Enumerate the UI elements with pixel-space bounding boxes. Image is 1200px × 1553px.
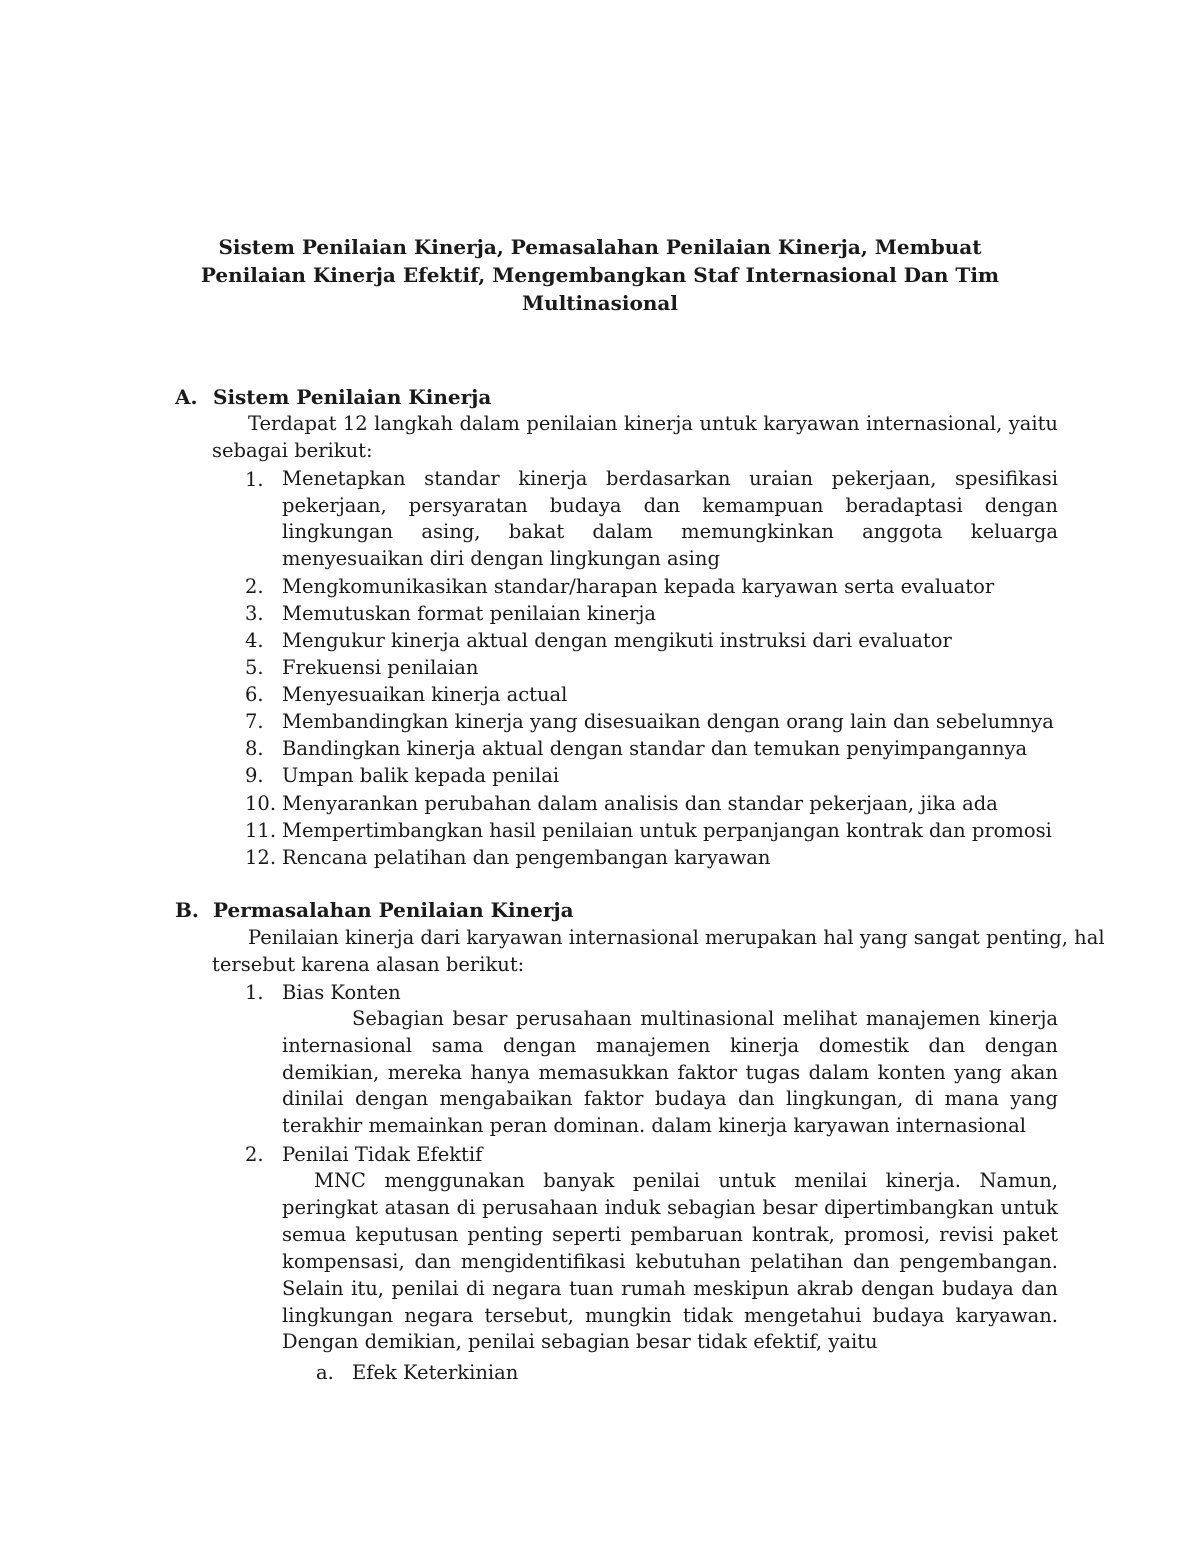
list-item-text: Membandingkan kinerja yang disesuaikan dengan orang lain dan sebelumnya xyxy=(282,710,1054,733)
list-item-text: Umpan balik kepada penilai xyxy=(282,764,560,787)
list-item-number: 2. xyxy=(245,575,264,598)
title-line-3: Multinasional xyxy=(522,291,678,315)
list-item-text: Frekuensi penilaian xyxy=(282,656,479,679)
list-item-number: 8. xyxy=(245,737,264,760)
list-item-body: Sebagian besar perusahaan multinasional melihat manajemen kinerja internasional sama dengan manajemen kinerja domestik dan dengan demikian, mereka hanya memasukkan faktor tugas dalam konten yang akan dinilai dengan mengabaikan faktor budaya dan lingkungan, di mana yang terakhir memainkan peran dominan. dalam kinerja karyawan internasional xyxy=(282,1007,1058,1138)
list-item-number: 5. xyxy=(245,656,264,679)
document-title xyxy=(150,233,1050,317)
list-item-text: Rencana pelatihan dan pengembangan karyawan xyxy=(282,846,771,869)
list-item-text: Mengukur kinerja aktual dengan mengikuti instruksi dari evaluator xyxy=(282,629,952,652)
list-item-number: 9. xyxy=(245,764,264,787)
sub-list-item-text: Efek Keterkinian xyxy=(352,1361,519,1384)
list-item-title: Bias Konten xyxy=(282,981,401,1004)
section-a-intro: Terdapat 12 langkah dalam penilaian kinerja untuk karyawan internasional, yaitu sebagai berikut: xyxy=(212,412,1058,462)
title-line-1: Sistem Penilaian Kinerja, Pemasalahan Penilaian Kinerja, Membuat xyxy=(218,235,982,259)
section-a-title: Sistem Penilaian Kinerja xyxy=(213,385,492,409)
list-item-number: 3. xyxy=(245,602,264,625)
list-item-number: 2. xyxy=(245,1143,264,1166)
sub-list-item-letter: a. xyxy=(316,1361,334,1384)
section-a-heading xyxy=(175,385,775,413)
section-b-intro xyxy=(212,925,1105,979)
list-item-number: 1. xyxy=(245,468,264,491)
list-item-number: 10. xyxy=(245,792,277,815)
title-line-2: Penilaian Kinerja Efektif, Mengembangkan Staf Internasional Dan Tim xyxy=(200,263,1000,287)
section-a-letter: A. xyxy=(175,385,198,409)
list-item-text: Bandingkan kinerja aktual dengan standar dan temukan penyimpangannya xyxy=(282,737,1028,760)
list-item-number: 4. xyxy=(245,629,264,652)
list-item-text: Menyarankan perubahan dalam analisis dan standar pekerjaan, jika ada xyxy=(282,792,998,815)
list-item-number: 7. xyxy=(245,710,264,733)
list-item-number: 11. xyxy=(245,819,277,842)
section-b-letter: B. xyxy=(175,898,199,922)
list-item-body: MNC menggunakan banyak penilai untuk menilai kinerja. Namun, peringkat atasan di perusahaan induk sebagian besar dipertimbangkan untuk semua keputusan penting seperti pembaruan kontrak, promosi, revisi paket kompensasi, dan mengidentifikasi kebutuhan pelatihan dan pengembangan. Selain itu, penilai di negara tuan rumah meskipun akrab dengan budaya dan lingkungan negara tersebut, mungkin tidak mengetahui budaya karyawan. Dengan demikian, penilai sebagian besar tidak efektif, yaitu xyxy=(282,1169,1058,1354)
list-item-text: Menyesuaikan kinerja actual xyxy=(282,683,568,706)
list-item-number: 6. xyxy=(245,683,264,706)
section-b-heading xyxy=(175,898,775,926)
list-item-text: Menetapkan standar kinerja berdasarkan uraian pekerjaan, spesifikasi pekerjaan, persyaratan budaya dan kemampuan beradaptasi dengan lingkungan asing, bakat dalam memungkinkan anggota keluarga menyesuaikan diri dengan lingkungan asing xyxy=(282,467,1058,570)
section-b-title: Permasalahan Penilaian Kinerja xyxy=(213,898,574,922)
list-item-text: Mempertimbangkan hasil penilaian untuk perpanjangan kontrak dan promosi xyxy=(282,819,1052,842)
list-item-number: 12. xyxy=(245,846,277,869)
section-b-intro-line-2: tersebut karena alasan berikut: xyxy=(212,952,525,976)
sub-list-item xyxy=(316,1359,519,1386)
section-b-intro-line-1: Penilaian kinerja dari karyawan internasional merupakan hal yang sangat penting, hal xyxy=(248,926,1105,949)
list-item-title: Penilai Tidak Efektif xyxy=(282,1143,483,1166)
list-item-text: Mengkomunikasikan standar/harapan kepada karyawan serta evaluator xyxy=(282,575,995,598)
list-item-text: Memutuskan format penilaian kinerja xyxy=(282,602,657,625)
list-item-number: 1. xyxy=(245,981,264,1004)
